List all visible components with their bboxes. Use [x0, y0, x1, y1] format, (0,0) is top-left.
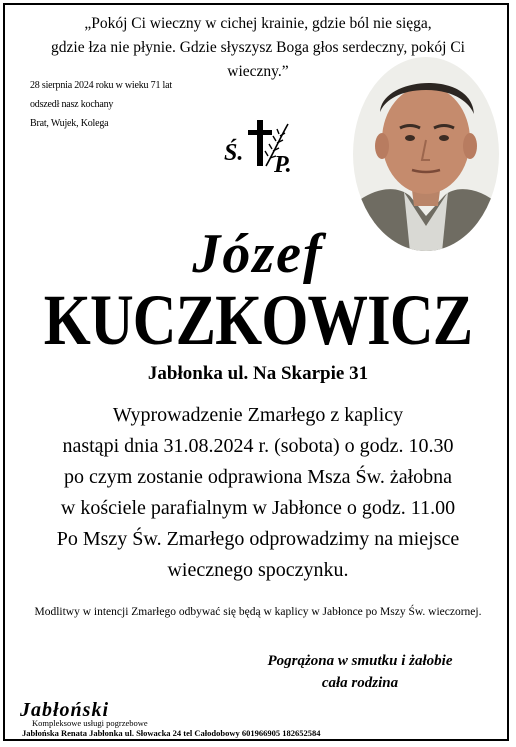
announcement-line: nastąpi dnia 31.08.2024 r. (sobota) o godz. 10.30 — [62, 435, 454, 457]
sp-left-letter: Ś. — [224, 140, 244, 166]
deceased-address: Jabłonka ul. Na Skarpie 31 — [147, 363, 369, 384]
death-info-line-2: odszedł nasz kochany — [30, 99, 114, 110]
announcement-line: wiecznego spoczynku. — [167, 559, 349, 581]
mourners-line-2: cała rodzina — [321, 675, 399, 691]
funeral-home-contact: Jabłońska Renata Jabłonka ul. Słowacka 24 tel Całodobowy 601966905 182652584 — [22, 728, 321, 738]
funeral-announcement — [30, 400, 486, 586]
deceased-first-name: Józef — [192, 223, 324, 285]
deceased-last-name: KUCZKOWICZ — [43, 280, 473, 360]
quote-line-1: „Pokój Ci wieczny w cichej krainie, gdzie ból nie sięga, — [84, 15, 432, 32]
funeral-home-name: Jabłoński — [20, 699, 110, 721]
mourners-line-1: Pogrążona w smutku i żałobie — [267, 653, 453, 669]
prayer-note: Modlitwy w intencji Zmarłego odbywać się będą w kaplicy w Jabłonce po Mszy Św. wieczornej. — [34, 606, 482, 618]
sp-right-letter: P. — [274, 152, 292, 178]
deceased-portrait — [352, 56, 500, 252]
announcement-line: Po Mszy Św. Zmarłego odprowadzimy na miejsce — [56, 528, 460, 550]
announcement-line: Wyprowadzenie Zmarłego z kaplicy — [112, 404, 404, 426]
quote-line-2: gdzie łza nie płynie. Gdzie słyszysz Boga głos serdeczny, pokój Ci wieczny.” — [51, 39, 465, 80]
announcement-line: po czym zostanie odprawiona Msza Św. żałobna — [63, 466, 453, 488]
mourners-signature — [220, 650, 500, 694]
cross-with-palm-icon — [222, 112, 298, 178]
announcement-line: w kościele parafialnym w Jabłonce o godz. 11.00 — [60, 497, 456, 519]
funeral-home-footer — [14, 699, 394, 739]
death-info-line-1: 28 sierpnia 2024 roku w wieku 71 lat — [30, 80, 172, 91]
death-info — [30, 76, 180, 133]
death-info-line-3: Brat, Wujek, Kolega — [30, 118, 109, 129]
funeral-home-subtitle: Kompleksowe usługi pogrzebowe — [32, 718, 148, 728]
